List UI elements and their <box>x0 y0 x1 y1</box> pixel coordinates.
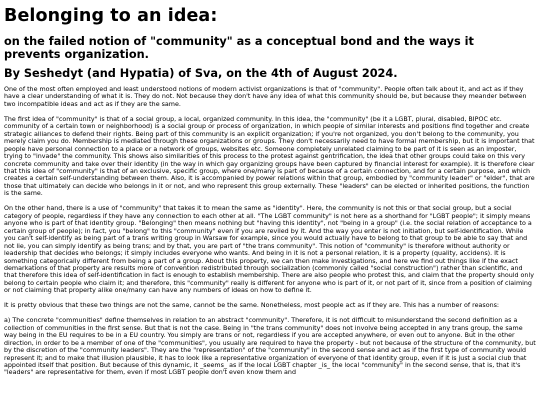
article-title: Belonging to an idea: <box>4 6 218 26</box>
paragraph: On the other hand, there is a use of "community" that takes it to mean the same as "identity". Here, the community is not this or that social group, but a social category of people, regardless if they have any connection to each other at all. "The LGBT community" is not here as a shorthand for "LGBT people"; it simply means anyone who is part of that identity group. "Belonging" then means nothing but "having this identity", not "being in a group" (i.e. the social relation of acceptance to a certain group of people); in fact, you "belong" to this "community" even if you are reviled by it. And the way you enter is not initiation, but self-identification. While you can't self-identify as being part of a trans writing group in Warsaw for example, since you would actually have to belong to that group to be able to say that and not lie, you can simply identify as being trans; and by that, you are part of "the trans community". This notion of "community" is therefore without authority or leadership that decides who belongs; it simply includes everyone who wants. And being in it is not a personal relation, it is a property (quality, accidens). It is something categorically different from being a part of a group. About this property, we can then make investigations, and here we find out things like if the exact demarkations of that property are results more of convention redistributed through socialization (commonly called "social construction") rather than scientific, and that therefore this idea of self-identification in fact is enough to establish membership. There are also people who protest this, and claim that the property should only belong to certain people who claim it; and therefore, this "community" really is different for anyone who is part of it, or not part of it, since from a position of claiming or not claiming that property alike one/many can have any numbers of ideas on how to define it. <box>4 205 534 295</box>
article-subtitle: on the failed notion of "community" as a conceptual bond and the ways it prevents organization. <box>4 35 474 61</box>
article-body <box>4 86 536 384</box>
paragraph: One of the most often employed and least understood notions of modern activist organizations is that of "community". People often talk about it, and act as if they have a clear understanding of what it is. They do not. Not because they don't have any idea of what this community should be, but because they meander between two incompatible ideas and act as if they are the same. <box>4 86 527 108</box>
article-byline: By Seshedyt (and Hypatia) of Sva, on the 4th of August 2024. <box>4 67 398 80</box>
paragraph: The first idea of "community" is that of a social group, a local, organized community. In this idea, the "community" (be it a LGBT, plural, disabled, BIPOC etc. community of a certain town or neighborhood) is a social group or process of organization, in which people of similar interests and positions find together and create strategic alliances to defend their rights. Being part of this community is an explicit organization; if you're not organized, you don't belong to the community, you merely claim you do. Membership is mediated through these organizations or groups. They don't necessarily need to have formal membership, but it is important that people have personal connection to a place or a network of groups, websites etc. Someone completely unrelated claiming to be part of it is seen as an imposter, trying to "invade" the community. This shows also similarities of this process to the protest against gentrification, the idea that other groups could take on this very concrete community and take over their identity (in the way in which gay organizing groups have been captured by financial interest for example). It is therefore clear that this idea of "community" is that of an exclusive, specific group, where one/many is part of because of a certain connection, and for a certain purpose, and which creates a certain self-understanding between them. Also, it is accompanied by power relations within that group, embodied by "community leader" or "elder", that are those that ultimately can decide who belongs in it or not, and who represent this group externally. These "leaders" can be elected or inherited positions, the function is the same. <box>4 115 535 198</box>
paragraph: It is pretty obvious that these two things are not the same, cannot be the same. Nonetheless, most people act as if they are. This has a number of reasons: <box>4 302 500 310</box>
paragraph: a) The concrete "communities" define themselves in relation to an abstract "community". Therefore, it is not difficult to misunderstand the second definition as a collection of communities in the first sense. But that is not the case. Being in "the trans community" does not involve being accepted in any trans group, the same way being in the EU requires to be in a EU country. You simply are trans or not, regardless if you are accepted anywhere, or even out to anyone. But in the other direction, in order to be a member of one of the "communities", you usually are required to have the property - but not because of the structure of the community, but by the discretion of the "community leaders". They are the "representation" of the "community" in the second sense and act as if the first type of community would represent it; and to make that illusion plausible, it has to look like a representative organization of everyone of that identity group, even if it is just a social club that appointed itself that position. But because of this dynamic, it _seems_ as if the local LGBT chapter _is_ the local "community" in the second sense, that is, that it's "leaders" are representative for them, even if most LGBT people don't even know them and <box>4 317 536 377</box>
